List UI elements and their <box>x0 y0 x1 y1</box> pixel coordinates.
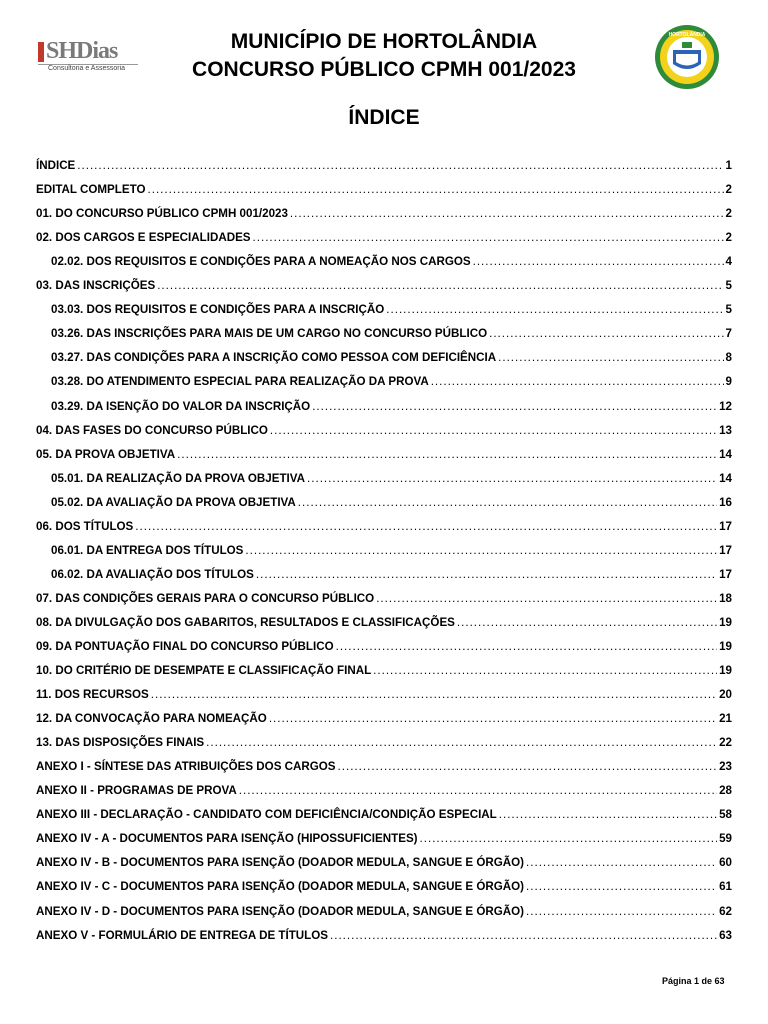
toc-entry-label: 05.02. DA AVALIAÇÃO DA PROVA OBJETIVA <box>51 495 296 509</box>
toc-entry-page: 19 <box>719 615 732 629</box>
toc-dot-leader <box>239 784 717 797</box>
toc-entry[interactable] <box>36 869 732 893</box>
toc-entry[interactable] <box>36 821 732 845</box>
title-line-2: CONCURSO PÚBLICO CPMH 001/2023 <box>192 58 576 81</box>
toc-dot-leader <box>489 327 723 340</box>
toc-entry-label: ANEXO IV - B - DOCUMENTOS PARA ISENÇÃO (DOADOR MEDULA, SANGUE E ÓRGÃO) <box>36 856 525 870</box>
toc-entry[interactable] <box>36 845 732 869</box>
toc-entry-label: 03.26. DAS INSCRIÇÕES PARA MAIS DE UM CARGO NO CONCURSO PÚBLICO <box>51 327 488 341</box>
logo-left-main: SHDias <box>46 38 118 64</box>
toc-entry-label: ANEXO II - PROGRAMAS DE PROVA <box>36 784 237 798</box>
toc-dot-leader <box>473 255 724 268</box>
toc-dot-leader <box>245 544 717 557</box>
toc-dot-leader <box>157 279 723 292</box>
title-line-1: MUNICÍPIO DE HORTOLÂNDIA <box>230 30 538 53</box>
toc-entry-page: 61 <box>719 880 732 894</box>
toc-entry-page: 28 <box>719 784 732 798</box>
toc-entry[interactable] <box>36 437 732 461</box>
logo-left-sub: Consultoria e Assessoria <box>48 65 126 72</box>
toc-dot-leader <box>298 496 717 509</box>
toc-entry-label: ANEXO V - FORMULÁRIO DE ENTREGA DE TÍTULOS <box>36 928 328 942</box>
toc-dot-leader <box>376 592 717 605</box>
toc-entry-page: 17 <box>719 543 732 557</box>
toc-dot-leader <box>148 183 724 196</box>
toc-entry-label: 03.27. DAS CONDIÇÕES PARA A INSCRIÇÃO COMO PESSOA COM DEFICIÊNCIA <box>51 351 497 365</box>
toc-entry-page: 59 <box>719 832 732 846</box>
toc-entry-page: 23 <box>719 760 732 774</box>
toc-entry-label: 03.28. DO ATENDIMENTO ESPECIAL PARA REALIZAÇÃO DA PROVA <box>51 375 429 389</box>
toc-dot-leader <box>431 375 724 388</box>
toc-entry[interactable] <box>36 148 732 172</box>
toc-entry[interactable] <box>36 581 732 605</box>
toc-entry-page: 13 <box>719 423 732 437</box>
toc-entry-label: 01. DO CONCURSO PÚBLICO CPMH 001/2023 <box>36 207 288 221</box>
toc-entry-label: 03.29. DA ISENÇÃO DO VALOR DA INSCRIÇÃO <box>51 399 311 413</box>
toc-entry[interactable] <box>36 701 732 725</box>
toc-entry-page: 58 <box>719 808 732 822</box>
toc-entry[interactable] <box>36 629 732 653</box>
toc-entry[interactable] <box>36 316 732 340</box>
toc-dot-leader <box>77 159 723 172</box>
document-header <box>0 0 768 140</box>
toc-entry[interactable] <box>36 653 732 677</box>
toc-entry-label: 02.02. DOS REQUISITOS E CONDIÇÕES PARA A NOMEAÇÃO NOS CARGOS <box>51 255 471 269</box>
toc-entry[interactable] <box>36 172 732 196</box>
toc-entry-label: 11. DOS RECURSOS <box>36 688 149 702</box>
toc-dot-leader <box>312 400 717 413</box>
toc-entry-label: 09. DA PONTUAÇÃO FINAL DO CONCURSO PÚBLICO <box>36 639 334 653</box>
toc-entry-label: ANEXO IV - A - DOCUMENTOS PARA ISENÇÃO (HIPOSSUFICIENTES) <box>36 832 418 846</box>
toc-entry[interactable] <box>36 509 732 533</box>
toc-entry-page: 7 <box>725 327 732 341</box>
toc-entry[interactable] <box>36 340 732 364</box>
toc-dot-leader <box>457 616 717 629</box>
toc-dot-leader <box>177 448 717 461</box>
toc-dot-leader <box>526 905 717 918</box>
toc-dot-leader <box>373 664 717 677</box>
toc-entry-page: 62 <box>719 904 732 918</box>
toc-dot-leader <box>499 808 717 821</box>
toc-dot-leader <box>338 760 718 773</box>
toc-entry-page: 21 <box>719 712 732 726</box>
toc-entry-page: 20 <box>719 688 732 702</box>
toc-entry-label: 10. DO CRITÉRIO DE DESEMPATE E CLASSIFICAÇÃO FINAL <box>36 664 372 678</box>
toc-entry[interactable] <box>36 533 732 557</box>
toc-entry[interactable] <box>36 244 732 268</box>
toc-dot-leader <box>270 424 717 437</box>
toc-entry[interactable] <box>36 605 732 629</box>
toc-entry[interactable] <box>36 773 732 797</box>
toc-entry-page: 9 <box>725 375 732 389</box>
toc-entry-page: 5 <box>725 303 732 317</box>
toc-entry[interactable] <box>36 725 732 749</box>
toc-entry-page: 4 <box>725 255 732 269</box>
toc-entry[interactable] <box>36 268 732 292</box>
toc-dot-leader <box>269 712 717 725</box>
toc-entry-page: 18 <box>719 591 732 605</box>
toc-dot-leader <box>498 351 723 364</box>
toc-entry[interactable] <box>36 388 732 412</box>
toc-entry[interactable] <box>36 220 732 244</box>
table-of-contents <box>36 148 732 942</box>
toc-entry-page: 2 <box>725 207 732 221</box>
toc-entry-label: 06.01. DA ENTREGA DOS TÍTULOS <box>51 543 244 557</box>
toc-dot-leader <box>290 207 724 220</box>
toc-entry-page: 1 <box>725 159 732 173</box>
toc-entry-page: 14 <box>719 471 732 485</box>
toc-entry[interactable] <box>36 485 732 509</box>
municipal-seal-icon <box>654 24 720 90</box>
toc-dot-leader <box>336 640 718 653</box>
toc-entry-label: 08. DA DIVULGAÇÃO DOS GABARITOS, RESULTADOS E CLASSIFICAÇÕES <box>36 615 455 629</box>
toc-dot-leader <box>420 832 718 845</box>
toc-entry-label: 06. DOS TÍTULOS <box>36 519 134 533</box>
toc-dot-leader <box>256 568 717 581</box>
toc-entry-label: 12. DA CONVOCAÇÃO PARA NOMEAÇÃO <box>36 712 267 726</box>
toc-entry-label: 03.03. DOS REQUISITOS E CONDIÇÕES PARA A INSCRIÇÃO <box>51 303 385 317</box>
toc-entry-page: 19 <box>719 664 732 678</box>
toc-entry[interactable] <box>36 749 732 773</box>
page-number: Página 1 de 63 <box>662 976 725 986</box>
toc-entry-label: 06.02. DA AVALIAÇÃO DOS TÍTULOS <box>51 567 254 581</box>
toc-entry-label: 05. DA PROVA OBJETIVA <box>36 447 176 461</box>
toc-entry-page: 2 <box>725 231 732 245</box>
toc-entry[interactable] <box>36 893 732 917</box>
toc-dot-leader <box>526 880 717 893</box>
toc-dot-leader <box>253 231 724 244</box>
toc-entry-label: 04. DAS FASES DO CONCURSO PÚBLICO <box>36 423 268 437</box>
toc-entry[interactable] <box>36 677 732 701</box>
toc-dot-leader <box>526 856 717 869</box>
toc-entry-page: 16 <box>719 495 732 509</box>
hortolandia-seal <box>654 24 720 90</box>
toc-dot-leader <box>135 520 717 533</box>
toc-entry-label: ANEXO IV - C - DOCUMENTOS PARA ISENÇÃO (DOADOR MEDULA, SANGUE E ÓRGÃO) <box>36 880 525 894</box>
toc-dot-leader <box>307 472 717 485</box>
toc-entry[interactable] <box>36 196 732 220</box>
toc-entry[interactable] <box>36 797 732 821</box>
toc-entry[interactable] <box>36 413 732 437</box>
toc-dot-leader <box>151 688 717 701</box>
toc-entry-label: 07. DAS CONDIÇÕES GERAIS PARA O CONCURSO PÚBLICO <box>36 591 375 605</box>
toc-entry-label: ANEXO I - SÍNTESE DAS ATRIBUIÇÕES DOS CARGOS <box>36 760 336 774</box>
toc-entry-label: EDITAL COMPLETO <box>36 183 146 197</box>
toc-entry-page: 19 <box>719 639 732 653</box>
toc-entry-label: ÍNDICE <box>36 159 76 173</box>
index-title: ÍNDICE <box>348 106 420 129</box>
toc-dot-leader <box>386 303 723 316</box>
toc-entry-page: 60 <box>719 856 732 870</box>
toc-entry-label: 03. DAS INSCRIÇÕES <box>36 279 156 293</box>
toc-entry-page: 22 <box>719 736 732 750</box>
toc-entry-page: 8 <box>725 351 732 365</box>
toc-entry-page: 17 <box>719 519 732 533</box>
toc-entry[interactable] <box>36 918 732 942</box>
toc-entry-page: 12 <box>719 399 732 413</box>
toc-entry-page: 17 <box>719 567 732 581</box>
toc-entry[interactable] <box>36 461 732 485</box>
seal-ring-text: HORTOLÂNDIA <box>668 32 706 38</box>
toc-entry-label: 02. DOS CARGOS E ESPECIALIDADES <box>36 231 251 245</box>
toc-entry-label: 13. DAS DISPOSIÇÕES FINAIS <box>36 736 205 750</box>
toc-entry-label: ANEXO IV - D - DOCUMENTOS PARA ISENÇÃO (DOADOR MEDULA, SANGUE E ÓRGÃO) <box>36 904 525 918</box>
toc-dot-leader <box>206 736 717 749</box>
toc-dot-leader <box>330 929 717 942</box>
toc-entry-page: 14 <box>719 447 732 461</box>
toc-entry-page: 2 <box>725 183 732 197</box>
toc-entry[interactable] <box>36 364 732 388</box>
toc-entry-page: 63 <box>719 928 732 942</box>
toc-entry-label: 05.01. DA REALIZAÇÃO DA PROVA OBJETIVA <box>51 471 306 485</box>
toc-entry-page: 5 <box>725 279 732 293</box>
toc-entry[interactable] <box>36 292 732 316</box>
toc-entry-label: ANEXO III - DECLARAÇÃO - CANDIDATO COM DEFICIÊNCIA/CONDIÇÃO ESPECIAL <box>36 808 497 822</box>
toc-entry[interactable] <box>36 557 732 581</box>
